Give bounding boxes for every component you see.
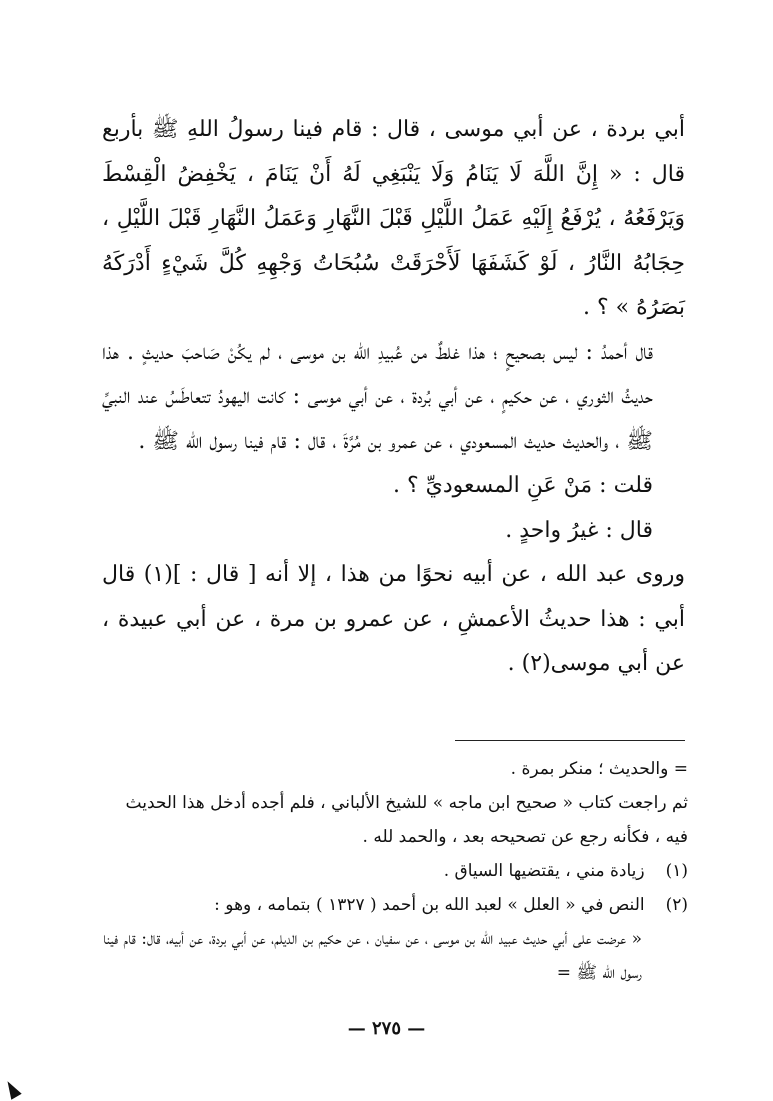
paragraph-question: قلت : مَنْ عَنِ المسعوديِّ ؟ . — [392, 473, 653, 498]
footnote-continuation-note: ثم راجعت كتاب « صحيح ابن ماجه » للشيخ الألباني ، فلم أجده أدخل هذا الحديث فيه ، فكأنه رجع عن تصحيحه بعد ، والحمد لله . — [125, 793, 688, 847]
paragraph-abdullah-narration: وروى عبد الله ، عن أبيه نحوًا من هذا ، إلا أنه [ قال : ](١) قال أبي : هذا حديثُ الأعمشِ ، عن عمرو بن مرة ، عن أبي عبيدة ، عن أبي موسى(٢) . — [102, 562, 686, 676]
page-number: — ٢٧٥ — — [347, 1018, 426, 1039]
footnote-continuation: = والحديث ؛ منكر بمرة . — [510, 759, 688, 779]
footnote-2-text: النص في « العلل » لعبد الله بن أحمد ( ١٣٢٧ ) بتمامه ، وهو : — [214, 895, 645, 915]
main-text-body — [102, 108, 685, 687]
scan-corner-mark — [2, 1078, 21, 1100]
footnote-2-quote: « عرضت على أبي حديث عبيد الله بن موسى ، عن سفيان ، عن حكيم بن الديلم، عن أبي بردة، عن أبيه، قال: قام فينا رسول الله ﷺ = — [103, 929, 642, 983]
paragraph-ahmad-comment: قال أحمدُ : ليس بصحيحٍ ؛ هذا غلطٌ من عُبيدِ الله بن موسى ، لم يكُنْ صَاحبَ حديثٍ . هذا حديثُ الثوري ، عن حكيمٍ ، عن أبي بُردة ، عن أبي موسى : كانت اليهودُ تتعاطَسُ عند النبيِّ ﷺ ، والحديث حديث المسعودي ، عن عمرو بن مُرَّةَ ، قال : قام فينا رسول الله ﷺ . — [102, 339, 653, 454]
footnote-1 — [100, 854, 688, 888]
paragraph-hadith: أبي بردة ، عن أبي موسى ، قال : قام فينا رسولُ اللهِ ﷺ بأربع قال : « إِنَّ اللَّهَ لَا يَنَامُ وَلَا يَنْبَغِي لَهُ أَنْ يَنَامَ ، يَخْفِضُ الْقِسْطَ وَيَرْفَعُهُ ، يُرْفَعُ إِلَيْهِ عَمَلُ اللَّيْلِ قَبْلَ النَّهَارِ وَعَمَلُ النَّهَارِ قَبْلَ اللَّيْلِ ، حِجَابُهُ النَّارُ ، لَوْ كَشَفَهَا لَأَحْرَقَتْ سُبُحَاتُ وَجْهِهِ كُلَّ شَيْءٍ أَدْرَكَهُ بَصَرُهُ » ؟ . — [102, 117, 685, 320]
footnote-1-number: (١) — [665, 861, 688, 881]
paragraph-answer: قال : غيرُ واحدٍ . — [505, 517, 653, 543]
footnote-2-number: (٢) — [665, 895, 688, 915]
footnote-1-text: زيادة مني ، يقتضيها السياق . — [443, 861, 645, 881]
footnotes-section — [100, 752, 688, 990]
footnote-2 — [100, 888, 688, 922]
footnote-divider — [455, 740, 685, 741]
